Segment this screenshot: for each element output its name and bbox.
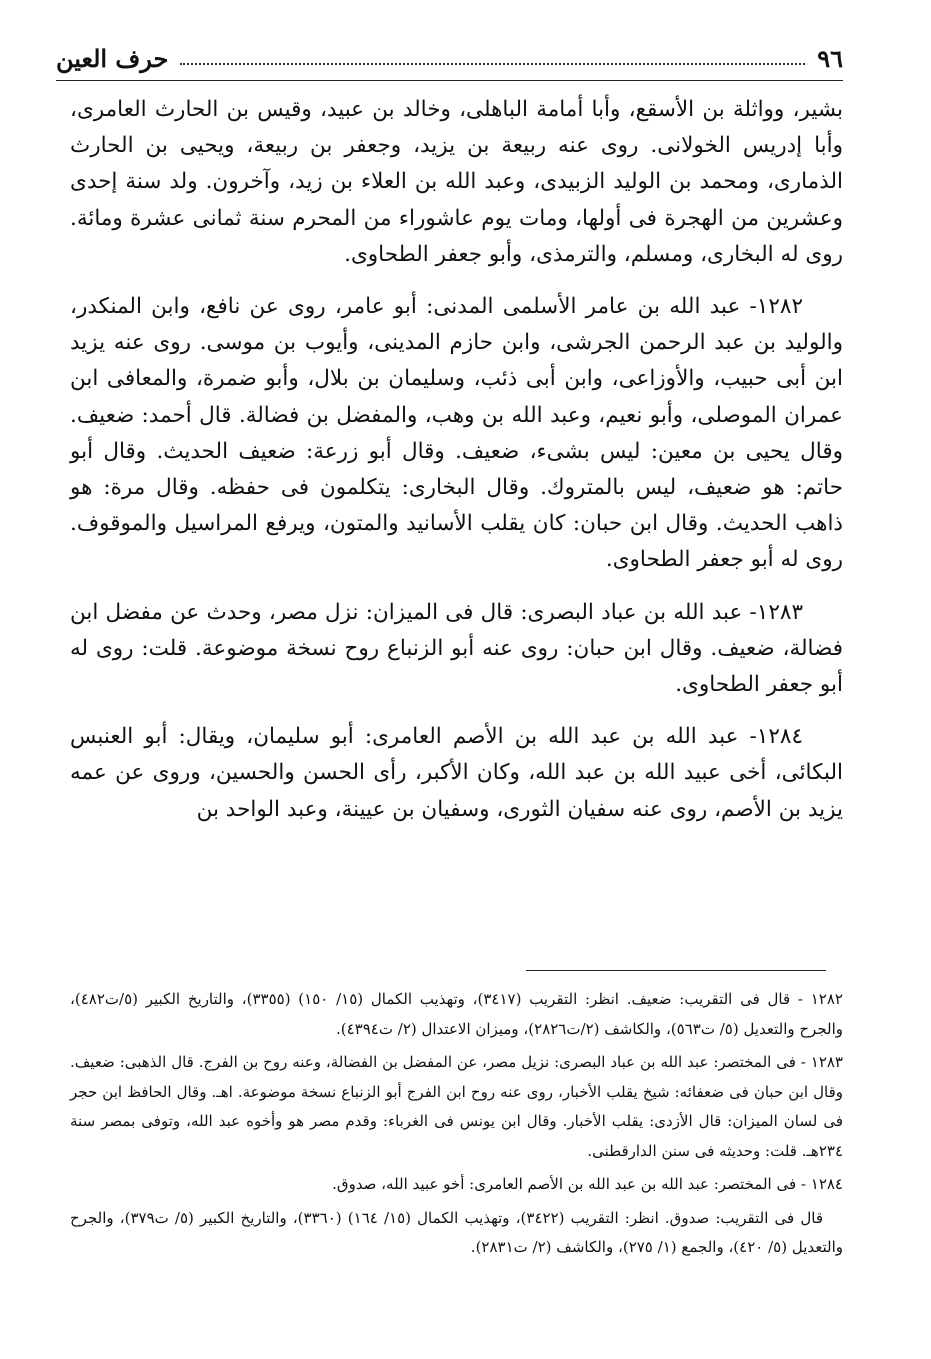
page-number: ٩٦ — [817, 43, 843, 73]
main-text — [70, 92, 843, 844]
footnote-1282: ١٢٨٢ - قال فى التقريب: ضعيف. انظر: التقريب (٣٤١٧)، وتهذيب الكمال (١٥/ ١٥٠) (٣٣٥٥)، والتاريخ الكبير (٥/ت٤٨٢)، والجرح والتعديل (٥/ ت٥٦٣)، والكاشف (٢/ت٢٨٢٦)، وميزان الاعتدال (٢/ ت٤٣٩٤). — [70, 990, 843, 1038]
entry-1282: ١٢٨٢- عبد الله بن عامر الأسلمى المدنى: أبو عامر، روى عن نافع، وابن المنكدر، والوليد بن عبد الرحمن الجرشى، وابن حازم المدينى، وأيوب بن موسى. روى عنه يزيد ابن أبى حبيب، والأوزاعى، وابن أبى ذئب، وسليمان بن بلال، وأبو ضمرة، والمعافى ابن عمران الموصلى، وأبو نعيم، وعبد الله بن وهب، والمفضل بن فضالة. قال أحمد: ضعيف. وقال يحيى بن معين: ليس بشىء، ضعيف. وقال أبو زرعة: ضعيف الحديث. وقال أبو حاتم: هو ضعيف، ليس بالمتروك. وقال البخارى: يتكلمون فى حفظه. وقال مرة: هو ذاهب الحديث. وقال ابن حبان: كان يقلب الأسانيد والمتون، ويرفع المراسيل والموقوف. روى له أبو جعفر الطحاوى. — [70, 294, 843, 573]
entry-1284: ١٢٨٤- عبد الله بن عبد الله بن الأصم العامرى: أبو سليمان، ويقال: أبو العنبس البكائى، أخى عبيد الله بن عبد الله، وكان الأكبر، رأى الحسن والحسين، وروى عن عمه يزيد بن الأصم، روى عنه سفيان الثورى، وسفيان بن عيينة، وعبد الواحد بن — [70, 724, 843, 822]
footnote-1284: ١٢٨٤ - فى المختصر: عبد الله بن عبد الله بن الأصم العامرى: أخو عبيد الله، صدوق. — [332, 1175, 843, 1193]
header-leader-dots — [180, 63, 805, 65]
page-header — [56, 36, 843, 81]
footnote-1284-continued: قال فى التقريب: صدوق. انظر: التقريب (٣٤٢٢)، وتهذيب الكمال (١٥/ ١٦٤) (٣٣٦٠)، والتاريخ الكبير (٥/ ت٣٧٩)، والجرح والتعديل (٥/ ٤٢٠)، والجمع (١/ ٢٧٥)، والكاشف (٢/ ت٢٨٣١). — [70, 1208, 843, 1256]
footnotes — [70, 985, 843, 1267]
continued-paragraph: بشير، وواثلة بن الأسقع، وأبا أمامة الباهلى، وخالد بن عبيد، وقيس بن الحارث العامرى، وأبا إدريس الخولانى. روى عنه ربيعة بن يزيد، وجعفر بن ربيعة، ويحيى بن الحارث الذمارى، ومحمد بن الوليد الزبيدى، وعبد الله بن العلاء بن زيد، وآخرون. ولد سنة إحدى وعشرين من الهجرة فى أولها، ومات يوم عاشوراء من المحرم سنة ثمانى عشرة ومائة. روى له البخارى، ومسلم، والترمذى، وأبو جعفر الطحاوى. — [70, 97, 843, 267]
footnote-separator — [526, 970, 826, 971]
footnote-1283: ١٢٨٣ - فى المختصر: عبد الله بن عباد البصرى: نزيل مصر، عن المفضل بن الفضالة، وعنه روح بن الفرج. قال الذهبى: ضعيف. وقال ابن حبان فى ضعفائه: شيخ يقلب الأخبار، روى عنه روح ابن الفرج أبو الزنباع نسخة موضوعة. اهـ. وقال الحافظ ابن حجر فى لسان الميزان: قال الأزدى: يقلب الأخبار. وقال ابن يونس فى الغرباء: وقدم مصر هو وأخوه عبد الله، وتوفى بمصر سنة ٢٣٤هـ. قلت: وحديثه فى سنن الدارقطنى. — [70, 1053, 843, 1160]
entry-1283: ١٢٨٣- عبد الله بن عباد البصرى: قال فى الميزان: نزل مصر، وحدث عن مفضل ابن فضالة، ضعيف. وقال ابن حبان: روى عنه أبو الزنباع روح نسخة موضوعة. قلت: روى له أبو جعفر الطحاوى. — [70, 599, 843, 698]
running-title: حرف العين — [56, 43, 169, 73]
